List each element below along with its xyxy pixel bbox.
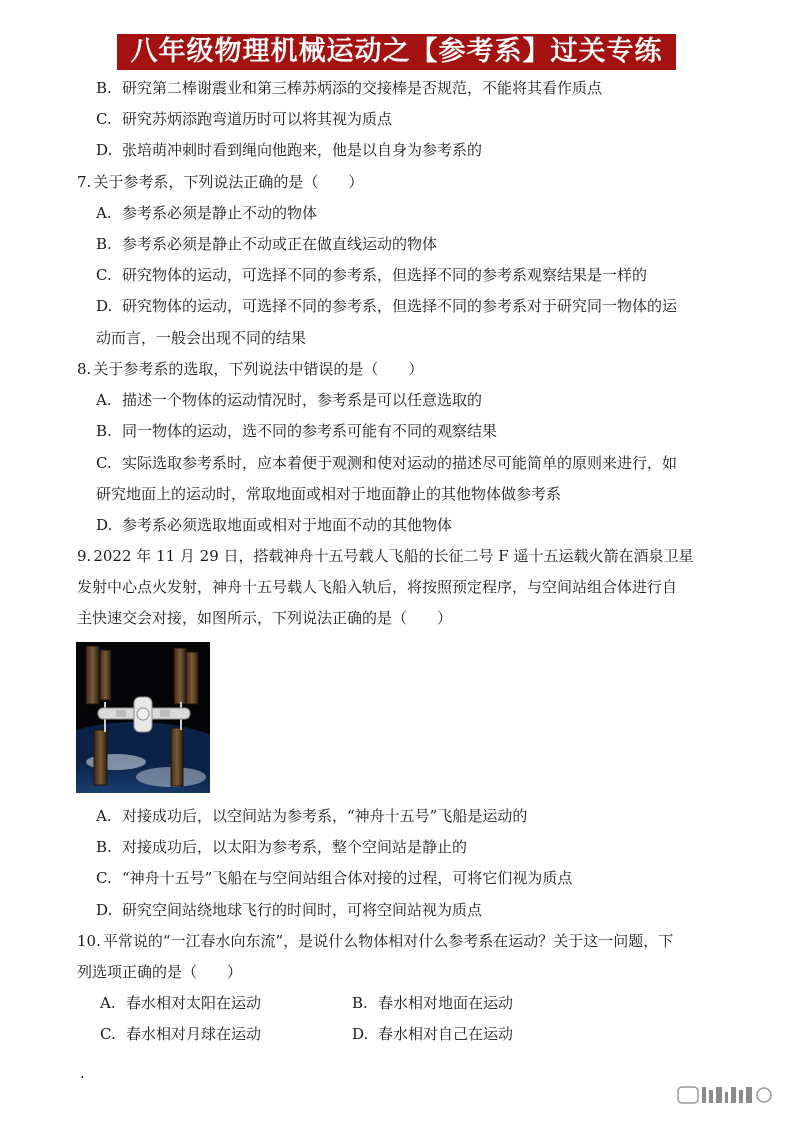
option-text: 参考系必须是静止不动的物体 — [122, 204, 318, 222]
q8-option-b — [96, 420, 497, 442]
q8-option-a — [96, 389, 482, 411]
option-text: 研究苏炳添跑弯道历时可以将其视为质点 — [122, 110, 393, 128]
option-text: 同一物体的运动，选不同的参考系可能有不同的观察结果 — [122, 422, 498, 440]
q9-stem-line-1 — [77, 545, 693, 567]
option-text: 描述一个物体的运动情况时，参考系是可以任意选取的 — [122, 391, 483, 409]
option-tag: A. — [96, 204, 112, 222]
option-tag: A. — [96, 391, 112, 409]
q9-option-a — [96, 805, 527, 827]
q10-option-c — [100, 1023, 261, 1045]
option-text: 对接成功后，以太阳为参考系，整个空间站是静止的 — [122, 838, 468, 856]
option-text: 春水相对月球在运动 — [126, 1025, 262, 1043]
q10-stem-line-2: 列选项正确的是（ ） — [77, 963, 243, 981]
option-text: “神舟十五号”飞船在与空间站组合体对接的过程，可将它们视为质点 — [122, 869, 573, 887]
q7-option-a — [96, 202, 317, 224]
q10-stem-line-1 — [77, 930, 673, 952]
q7-stem — [77, 171, 363, 193]
question-text: 关于参考系的选取，下列说法中错误的是（ ） — [93, 360, 424, 378]
q7-option-d-continued: 动而言，一般会出现不同的结果 — [96, 329, 307, 347]
q9-stem-line-3: 主快速交会对接，如图所示，下列说法正确的是（ ） — [77, 609, 453, 627]
option-tag: D. — [96, 516, 113, 534]
question-number: 9. — [77, 547, 92, 565]
question-number: 10. — [77, 932, 101, 950]
option-tag: B. — [96, 838, 112, 856]
space-station-image — [76, 642, 210, 793]
option-text: 参考系必须是静止不动或正在做直线运动的物体 — [122, 235, 438, 253]
q6-option-c — [96, 108, 392, 130]
option-tag: B. — [96, 79, 112, 97]
option-text: 研究空间站绕地球飞行的时间时，可将空间站视为质点 — [122, 901, 483, 919]
q6-option-b — [96, 77, 602, 99]
option-tag: C. — [96, 454, 112, 472]
question-number: 8. — [77, 360, 92, 378]
question-text: 关于参考系，下列说法正确的是（ ） — [93, 173, 364, 191]
option-tag: C. — [100, 1025, 116, 1043]
option-text: 春水相对太阳在运动 — [126, 994, 262, 1012]
q6-option-d — [96, 139, 482, 161]
option-text: 春水相对自己在运动 — [378, 1025, 514, 1043]
q7-option-d — [96, 295, 677, 317]
option-text: 实际选取参考系时，应本着便于观测和使对运动的描述尽可能简单的原则来进行，如 — [122, 454, 678, 472]
option-tag: C. — [96, 110, 112, 128]
option-text: 张培萌冲刺时看到绳向他跑来，他是以自身为参考系的 — [122, 141, 483, 159]
q7-option-b — [96, 233, 437, 255]
q9-option-b — [96, 836, 467, 858]
q8-option-c — [96, 452, 677, 474]
q9-option-c — [96, 867, 572, 889]
q8-stem — [77, 358, 423, 380]
q10-option-b — [352, 992, 513, 1014]
option-tag: C. — [96, 266, 112, 284]
option-tag: D. — [96, 901, 113, 919]
watermark-icon — [676, 1084, 776, 1106]
footer-dot: · — [80, 1068, 85, 1086]
option-tag: B. — [96, 235, 112, 253]
option-text: 研究第二棒谢震业和第三棒苏炳添的交接棒是否规范，不能将其看作质点 — [122, 79, 603, 97]
option-tag: B. — [352, 994, 368, 1012]
option-text: 对接成功后，以空间站为参考系，“神舟十五号”飞船是运动的 — [122, 807, 528, 825]
question-text: 2022 年 11 月 29 日，搭载神舟十五号载人飞船的长征二号 F 遥十五运载火箭在酒泉卫星 — [93, 547, 694, 565]
option-text: 参考系必须选取地面或相对于地面不动的其他物体 — [122, 516, 453, 534]
q9-option-d — [96, 899, 482, 921]
option-tag: C. — [96, 869, 112, 887]
q8-option-d — [96, 514, 452, 536]
option-tag: A. — [100, 994, 116, 1012]
option-tag: B. — [96, 422, 112, 440]
q7-option-c — [96, 264, 647, 286]
question-text: 平常说的“一江春水向东流”，是说什么物体相对什么参考系在运动？关于这一问题，下 — [102, 932, 674, 950]
option-text: 春水相对地面在运动 — [378, 994, 514, 1012]
question-number: 7. — [77, 173, 92, 191]
option-tag: D. — [96, 297, 113, 315]
option-text: 研究物体的运动，可选择不同的参考系，但选择不同的参考系对于研究同一物体的运 — [122, 297, 678, 315]
option-tag: D. — [352, 1025, 369, 1043]
q8-option-c-continued: 研究地面上的运动时，常取地面或相对于地面静止的其他物体做参考系 — [96, 485, 562, 503]
option-text: 研究物体的运动，可选择不同的参考系，但选择不同的参考系观察结果是一样的 — [122, 266, 648, 284]
q10-option-a — [100, 992, 261, 1014]
option-tag: D. — [96, 141, 113, 159]
page-title-banner: 八年级物理机械运动之【参考系】过关专练 — [117, 34, 676, 70]
q10-option-d — [352, 1023, 513, 1045]
q9-stem-line-2: 发射中心点火发射，神舟十五号载人飞船入轨后，将按照预定程序，与空间站组合体进行自 — [77, 578, 678, 596]
option-tag: A. — [96, 807, 112, 825]
